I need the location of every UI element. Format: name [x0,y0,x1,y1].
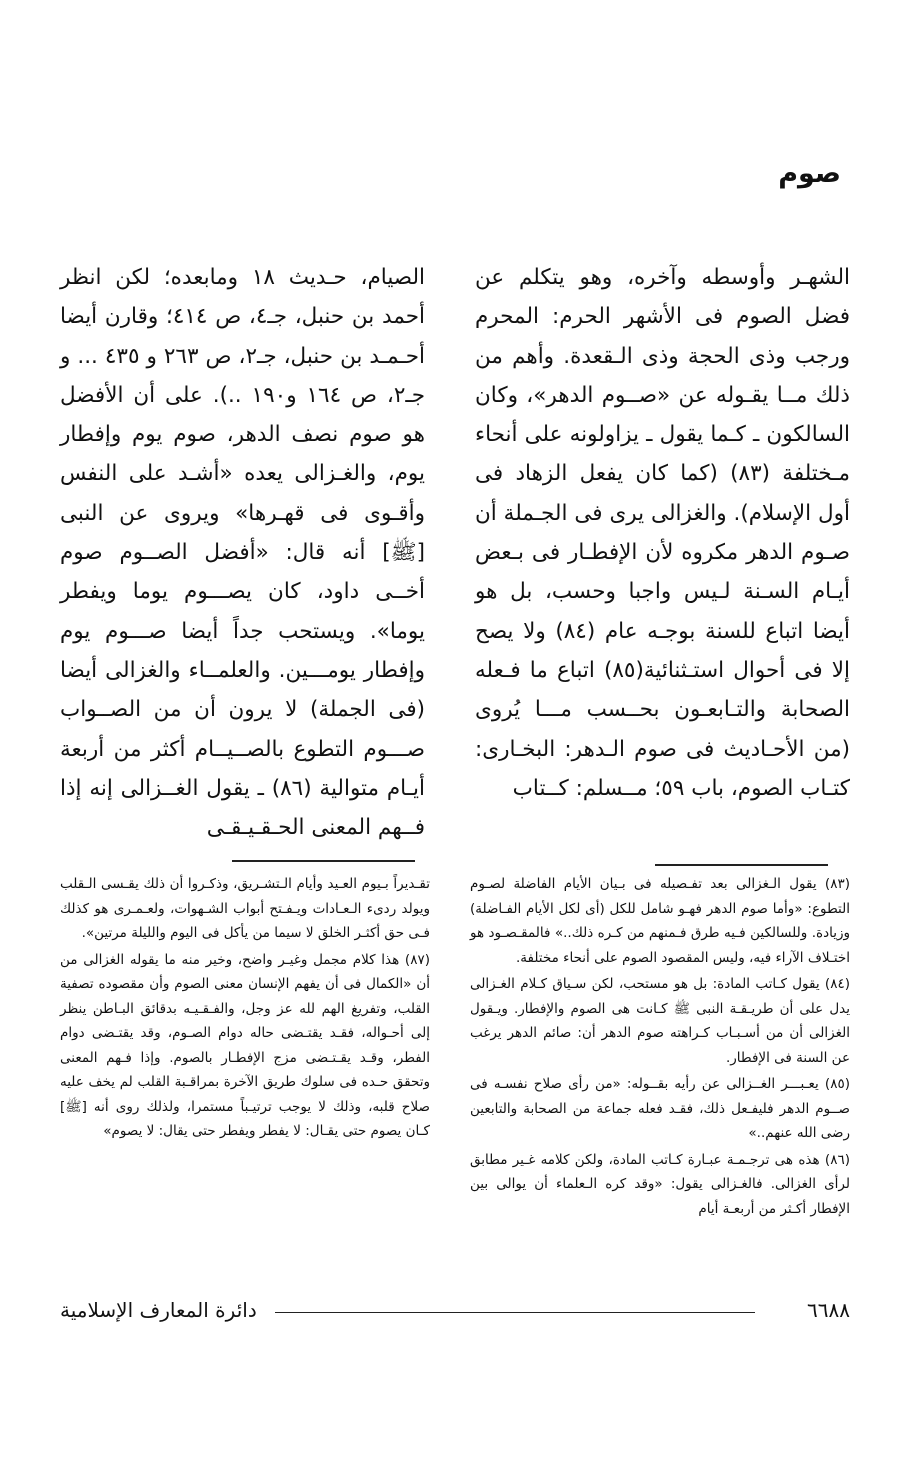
footer-divider [275,1312,755,1313]
footnote: (٨٤) يقول كـاتب المادة: بل هو مستحب، لكن سـياق كـلام الغـزالى يدل على أن طريـقـة النبى ﷺ كـانت هى الصوم والإفطار. ويـقول الغزالى أن من أسـبـاب كـراهته صوم الدهر أن: صائم الدهر يرغب عن السنة فى الإفطار. [470,976,850,1066]
footnotes-left-column [60,872,430,1146]
page-footer [60,1298,850,1332]
main-text-left-column [60,258,425,847]
footnote: تقـديراً بـيوم العـيد وأيام الـتشـريق، وذكـروا أن ذلك يقـسى الـقلب ويولد ردىء الـعـادات ويـفـتح أبواب الشـهوات، ولعـمـرى هو كذلك فـى حق أكثـر الخلق لا سيما من يأكل فى اليوم والليلة مرتين». [60,876,430,941]
footnotes-right-column [470,872,850,1223]
footnote: (٨٧) هذا كلام مجمل وغيـر واضح، وخير منه ما يقوله الغزالى من أن «الكمال فى أن يفهم الإنسان معنى الصوم وأن مقصوده تصفية القلب، وتفريغ الهم لله عز وجل، والفـقـيـه بدقائق البـاطن ينظر إلى أحـواله، فقـد يقتـضى حاله دوام الصـوم، وقد يقتـضى دوام الفطر، وقـد يقـتـضى مزج الإفطـار بالصوم. وإذا فـهم المعنى وتحقق حـده فى سلوك طريق الآخرة بمراقـبة القلب لم يخف عليه صلاح قلبه، وذلك لا يوجب ترتيـباً مستمرا، ولذلك روى أنه [ﷺ] كـان يصوم حتى يقـال: لا يفطر ويفطر حتى يقال: لا يصوم» [60,951,430,1139]
footnote: (٨٥) يعـبـــر الغــزالى عن رأيه بقــوله: «من رأى صلاح نفسـه فى صــوم الدهر فليفـعل ذلك، فقـد فعله جماعة من الصحابة والتابعين رضى الله عنهم..» [470,1076,850,1141]
page-header-title: صوم [778,158,841,189]
footnote-divider-left [232,860,415,862]
footnote-divider-right [655,864,828,866]
footnote: (٨٣) يقول الـغزالى بعد تفـصيله فى بـيان الأيام الفاضلة لصـوم التطوع: «وأما صوم الدهر فهـو شامل للكل (أى لكل الأيام الفـاضلة) وزيادة. وللسالكين فـيه طرق فـمنهم من كـره ذلك..» فالمقـصـود هو اختـلاف الآراء فيه، وليس المقصود الصوم على أنحاء مختلفة. [470,876,850,966]
body-paragraph: الشهـر وأوسطه وآخره، وهو يتكلم عن فضل الصوم فى الأشهر الحرم: المحرم ورجب وذى الحجة وذى الـقعدة. وأهم من ذلك مــا يقـوله عن «صــوم الدهر»، وكان السالكون ـ كـما يقول ـ يزاولونه على أنحاء مـختلفة (٨٣) (كما كان يفعل الزهاد فى أول الإسلام). والغزالى يرى فى الجـملة أن صـوم الدهر مكروه لأن الإفطـار فى بـعض أيـام السـنة لـيس واجبا وحسب، بل هو أيضا اتباع للسنة بوجـه عام (٨٤) ولا يصح إلا فى أحوال استـثنائية(٨٥) اتباع ما فـعله الصحابة والتـابعـون بحــسب مـــا يُروى (من الأحـاديث فى صوم الـدهر: البخـارى: كتـاب الصوم، باب ٥٩؛ مــسلم: كــتاب [475,265,850,801]
publication-name: دائرة المعارف الإسلامية [60,1298,257,1322]
page-number: ٦٦٨٨ [807,1298,850,1322]
footnote: (٨٦) هذه هى ترجـمـة عبـارة كـاتب المادة، ولكن كلامه غـير مطابق لرأى الغزالى. فالغـزالى يقول: «وقد كره الـعلماء أن يوالى بين الإفطار أكـثر من أربعـة أيام [470,1151,850,1217]
main-text-right-column [475,258,850,808]
body-paragraph: الصيام، حـديث ١٨ ومابعده؛ لكن انظر أحمد بن حنبل، جـ٤، ص ٤١٤؛ وقارن أيضا أحـمـد بن حنبل، جـ٢، ص ٢٦٣ و ٤٣٥ ... و جـ٢، ص ١٦٤ و١٩٠ ..). على أن الأفضل هو صوم نصف الدهر، صوم يوم وإفطار يوم، والغـزالى يعده «أشـد على النفس وأقـوى فى قهـرها» ويروى عن النبى [ﷺ] أنه قال: «أفضل الصــوم صوم أخــى داود، كان يصـــوم يوما ويفطر يوما». ويستحب جداً أيضا صـــوم يوم وإفطار يومـــين. والعلمــاء والغزالى أيضا (فى الجملة) لا يرون أن من الصــواب صـــوم التطوع بالصــيــام أكثر من أربعة أيـام متوالية (٨٦) ـ يقول الغــزالى إنه إذا فــهم المعنى الحـقـيـقـى [60,265,425,841]
